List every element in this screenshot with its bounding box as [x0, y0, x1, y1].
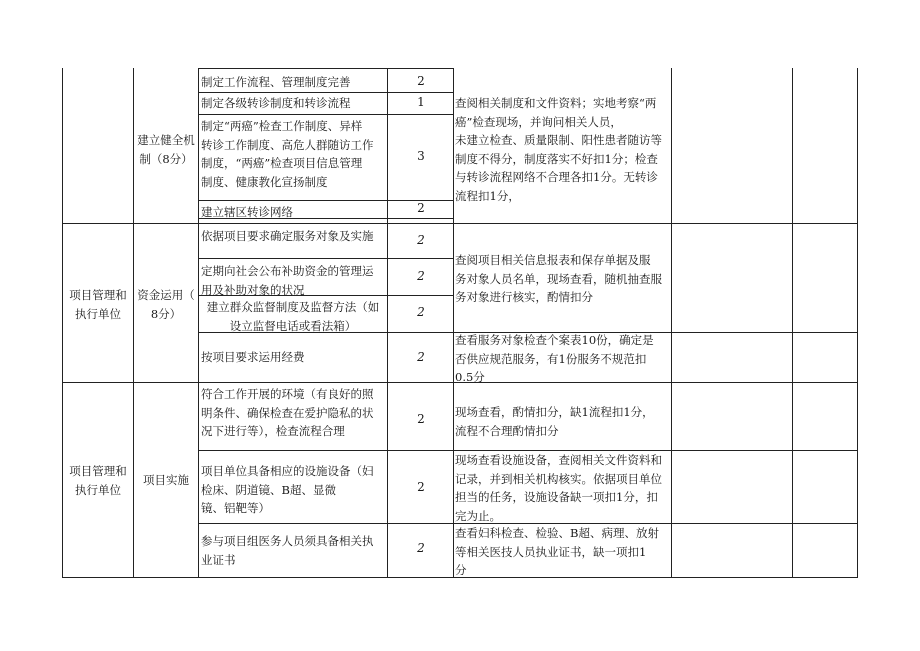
item-cell: 制定“两癌”检查工作制度、异样 转诊工作制度、高危人群随访工作 制度，“两癌”检查项目信息管理 制度、健康教化宣扬制度 [201, 119, 374, 189]
item-cell: 制定各级转诊制度和转诊流程 [201, 96, 351, 110]
table-border-right [857, 68, 858, 578]
score-cell: 2 [417, 269, 425, 283]
table-col-line [453, 68, 454, 578]
score-cell: 2 [417, 541, 425, 555]
item-cell: 定期向社会公布补助资金的管理运 用及补助对象的状况 [201, 264, 374, 297]
item-cell: 项目单位具备相应的设施设备（妇 检床、阴道镜、B超、显微 镜、铝靶等） [201, 464, 374, 515]
item-cell: 建立群众监督制度及监督方法（如 设立监督电话或看法箱） [206, 300, 380, 333]
method-cell: 现场查看，酌情扣分，缺1流程扣1分， 流程不合理酌情扣分 [455, 405, 654, 438]
score-cell: 1 [417, 95, 425, 109]
table-border-top [198, 68, 453, 69]
score-cell: 2 [417, 350, 425, 364]
method-cell: 查看服务对象检查个案表10份，确定是 否供应规范服务，有1份服务不规范扣 0.5分 [455, 333, 654, 384]
score-cell: 2 [417, 233, 425, 247]
table-row-line [198, 114, 453, 115]
score-cell: 2 [417, 201, 425, 215]
item-cell: 符合工作开展的环境（有良好的照 明条件、确保检查在爱护隐私的状 况下进行等），检查流程合理 [201, 387, 374, 438]
category-cell: 建立健全机 制（8分） [137, 133, 195, 166]
category-cell: 项目实施 [143, 473, 189, 487]
table-col-line [198, 68, 199, 578]
table-row-line [198, 92, 453, 93]
score-cell: 2 [417, 305, 425, 319]
table-section-line [62, 223, 857, 224]
score-cell: 3 [417, 149, 425, 163]
category-cell: 资金运用（ 8分） [137, 288, 195, 321]
table-border-left [62, 68, 63, 578]
table-col-line [792, 68, 793, 578]
unit-cell: 项目管理和 执行单位 [69, 464, 127, 497]
item-cell: 按项目要求运用经费 [201, 350, 305, 364]
method-cell: 查阅项目相关信息报表和保存单据及服 务对象人员名单，现场查看，随机抽查服 务对象进行核实，酌情扣分 [455, 253, 662, 304]
method-cell: 查看妇科检查、检验、B超、病理、放射 等相关医技人员执业证书，缺一项扣1 分 [455, 526, 659, 577]
item-cell: 制定工作流程、管理制度完善 [201, 75, 351, 89]
item-cell: 依据项目要求确定服务对象及实施 [201, 229, 374, 243]
table-col-line [387, 68, 388, 578]
unit-cell: 项目管理和 执行单位 [69, 288, 127, 321]
item-cell: 建立辖区转诊网络 [201, 205, 293, 219]
method-cell: 现场查看设施设备，查阅相关文件资料和 记录，并到相关机构核实。依据项目单位 担当的任务，设施设备缺一项扣1分，扣 完为止。 [455, 453, 662, 523]
table-row-line [198, 258, 453, 259]
item-cell: 参与项目组医务人员须具备相关执 业证书 [201, 534, 374, 567]
table-col-line [671, 68, 672, 578]
method-cell: 查阅相关制度和文件资料；实地考察“两 癌”检查现场，并询问相关人员， 未建立检查、质量限制、阳性患者随访等 制度不得分，制度落实不好扣1分；检查 与转诊流程网络不合理各扣1分。无转诊 流程扣1分， [455, 96, 662, 203]
score-cell: 2 [417, 480, 425, 494]
score-cell: 2 [417, 74, 425, 88]
score-cell: 2 [417, 412, 425, 426]
